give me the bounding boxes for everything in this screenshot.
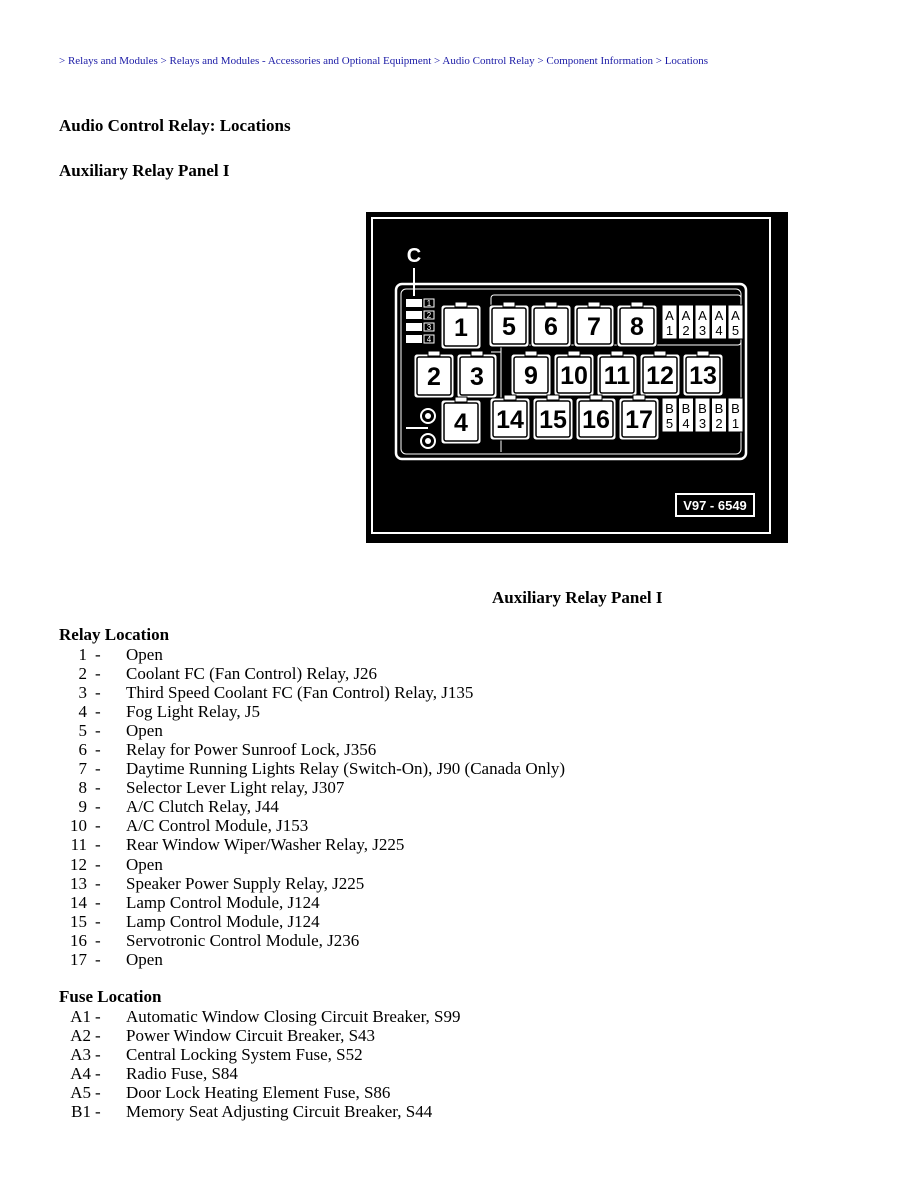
list-item	[59, 855, 169, 874]
separator-dash: -	[95, 816, 101, 836]
relay-slot-label: 12	[646, 362, 674, 390]
relay-slot-label: 15	[539, 406, 567, 434]
relay-slot-tab	[633, 395, 645, 400]
relay_location-number: 10	[70, 816, 87, 836]
separator-dash: -	[95, 702, 101, 722]
relay-slot-label: 17	[625, 406, 653, 434]
relay-slot-label: 13	[689, 362, 717, 390]
list-item	[59, 873, 365, 893]
separator-dash: -	[95, 1083, 101, 1103]
fuse-location-title: Fuse Location	[59, 987, 162, 1006]
relay-slot-label: 1	[454, 314, 468, 342]
separator-dash: -	[95, 873, 101, 893]
relay-slot-label: 10	[560, 362, 588, 390]
separator-dash: -	[95, 1102, 101, 1122]
fuse-slot-number: 1	[665, 323, 674, 338]
relay_location-description: Daytime Running Lights Relay (Switch-On), J90 (Canada Only)	[126, 759, 566, 779]
list-item	[59, 835, 405, 855]
relay-panel-diagram	[366, 212, 788, 543]
relay_location-description: Selector Lever Light relay, J307	[126, 778, 345, 798]
list-item	[59, 702, 260, 722]
relay_location-number: 11	[70, 835, 87, 855]
relay-slot-tab	[545, 302, 557, 307]
relay-slot-label: 9	[524, 362, 538, 390]
relay-slot-label: 14	[496, 406, 524, 434]
fuse_location-number: A2	[70, 1026, 91, 1046]
fuse_location-description: Automatic Window Closing Circuit Breaker, S99	[126, 1007, 461, 1026]
connector-pin-label: 2	[426, 311, 432, 320]
list-item	[59, 816, 309, 836]
fuse-slot-letter: B	[665, 401, 674, 416]
list-item	[59, 1007, 461, 1026]
relay-slot-label: 2	[427, 363, 441, 391]
relay_location-description: Third Speed Coolant FC (Fan Control) Relay, J135	[126, 683, 474, 703]
relay-slot-tab	[590, 395, 602, 400]
fuse-slot-number: 4	[682, 416, 690, 431]
fuse-slot-letter: A	[698, 308, 707, 323]
breadcrumb-link-audio-control-relay[interactable]: > Audio Control Relay	[431, 55, 535, 67]
connector-pin	[406, 311, 422, 319]
list-item	[59, 683, 474, 703]
separator-dash: -	[95, 721, 101, 741]
relay-slot-label: 16	[582, 406, 610, 434]
connector-pin	[406, 323, 422, 331]
connector-label: C	[406, 245, 422, 267]
separator-dash: -	[95, 892, 101, 912]
relay-slot-tab	[503, 302, 515, 307]
relay-slot-label: 8	[630, 313, 644, 341]
connector-pin	[406, 335, 422, 343]
list-item	[59, 1083, 391, 1103]
relay_location-number: 9	[78, 797, 87, 817]
separator-dash: -	[95, 797, 101, 817]
fuse-slot-letter: B	[681, 401, 691, 416]
list-item	[59, 950, 169, 969]
list-item	[59, 797, 279, 817]
relay-slot-tab	[631, 302, 643, 307]
fuse_location-description: Memory Seat Adjusting Circuit Breaker, S44	[126, 1102, 433, 1122]
relay_location-description: Open	[126, 721, 163, 741]
fuse_location-description: Central Locking System Fuse, S52	[126, 1045, 363, 1065]
relay_location-number: 14	[70, 892, 87, 912]
separator-dash: -	[95, 759, 101, 779]
relay-slot-tab	[588, 302, 600, 307]
fuse-slot-letter: B	[714, 401, 724, 416]
relay_location-description: Fog Light Relay, J5	[126, 702, 260, 722]
fuse_location-number: A1	[70, 1007, 91, 1026]
fuse_location-description: Radio Fuse, S84	[126, 1064, 238, 1084]
fuse_location-number: A5	[70, 1083, 91, 1103]
list-item	[59, 664, 378, 684]
relay_location-number: 12	[70, 854, 87, 874]
list-item	[59, 1064, 238, 1084]
relay_location-number: 13	[70, 873, 87, 893]
separator-dash: -	[95, 949, 101, 969]
breadcrumb	[59, 55, 708, 67]
relay-location-title: Relay Location	[59, 625, 170, 644]
relay-slot-tab	[525, 351, 537, 356]
relay_location-description: Coolant FC (Fan Control) Relay, J26	[126, 664, 378, 684]
relay_location-description: Rear Window Wiper/Washer Relay, J225	[126, 835, 405, 855]
figure-code-label: V97 - 6549	[683, 498, 747, 513]
connector-pin-label: 1	[426, 299, 432, 308]
fuse-location-section	[59, 987, 461, 1122]
separator-dash: -	[95, 854, 101, 874]
section-heading: Auxiliary Relay Panel I	[59, 161, 230, 180]
relay-slot-label: 6	[544, 313, 558, 341]
relay_location-description: Open	[126, 854, 163, 874]
fuse-slot-number: 2	[682, 323, 690, 338]
relay_location-number: 5	[78, 721, 87, 741]
fuse-slot-letter: A	[681, 308, 691, 323]
figure-caption: Auxiliary Relay Panel I	[492, 588, 663, 607]
connector-pin-label: 3	[426, 323, 432, 332]
separator-dash: -	[95, 683, 101, 703]
fuse-slot-number: 5	[731, 323, 740, 338]
list-item	[59, 911, 320, 931]
relay_location-number: 2	[78, 664, 87, 684]
list-item	[59, 645, 169, 664]
relay_location-number: 7	[78, 759, 87, 779]
relay_location-number: 16	[70, 930, 87, 950]
relay-slot-label: 11	[603, 362, 631, 390]
list-item	[59, 892, 320, 912]
fuse_location-number: A4	[70, 1064, 91, 1084]
relay-slot-tab	[471, 351, 483, 356]
fuse-slot-number: 1	[731, 416, 740, 431]
relay-slot-label: 3	[470, 363, 484, 391]
relay-location-section	[59, 625, 566, 969]
breadcrumb-link-component-information[interactable]: > Component Information	[534, 55, 653, 67]
separator-dash: -	[95, 1045, 101, 1065]
fuse-location-list	[59, 1007, 461, 1122]
connector-pin	[406, 299, 422, 307]
separator-dash: -	[95, 1007, 101, 1026]
relay_location-description: Open	[126, 949, 163, 969]
fuse-slot-number: 2	[715, 416, 723, 431]
relay-slot-tab	[428, 351, 440, 356]
relay_location-number: 17	[70, 949, 87, 969]
breadcrumb-link-locations[interactable]: > Locations	[653, 55, 709, 67]
fuse-slot-letter: A	[665, 308, 674, 323]
relay-slot-label: 5	[502, 313, 516, 341]
breadcrumb-link-accessories[interactable]: > Relays and Modules - Accessories and Optional Equipment	[157, 55, 432, 67]
fuse-slot-letter: B	[698, 401, 707, 416]
relay_location-number: 6	[78, 740, 87, 760]
list-item	[59, 721, 169, 740]
list-item	[59, 1045, 363, 1065]
fuse-slot-number: 4	[715, 323, 723, 338]
page-title: Audio Control Relay: Locations	[59, 116, 291, 135]
relay-slot-tab	[455, 302, 467, 307]
list-item	[59, 930, 360, 950]
relay_location-description: A/C Clutch Relay, J44	[126, 797, 279, 817]
relay_location-description: Speaker Power Supply Relay, J225	[126, 873, 365, 893]
breadcrumb-link-relays-and-modules[interactable]: > Relays and Modules	[59, 55, 158, 67]
separator-dash: -	[95, 930, 101, 950]
separator-dash: -	[95, 1026, 101, 1046]
relay-slot-tab	[611, 351, 623, 356]
relay-slot-label: 7	[587, 313, 601, 341]
relay_location-description: A/C Control Module, J153	[126, 816, 309, 836]
relay-panel-svg	[366, 212, 788, 543]
relay-slot-tab	[455, 397, 467, 402]
connector-pin-label: 4	[426, 335, 432, 344]
relay_location-description: Open	[126, 645, 163, 664]
relay_location-number: 1	[78, 645, 87, 664]
fuse-slot-letter: A	[731, 308, 740, 323]
relay_location-number: 3	[78, 683, 87, 703]
separator-dash: -	[95, 778, 101, 798]
fuse-slot-letter: B	[731, 401, 740, 416]
relay_location-description: Servotronic Control Module, J236	[126, 930, 360, 950]
relay-slot-tab	[697, 351, 709, 356]
relay-slot-tab	[654, 351, 666, 356]
list-item	[59, 759, 566, 779]
list-item	[59, 740, 377, 760]
separator-dash: -	[95, 645, 101, 664]
relay_location-description: Lamp Control Module, J124	[126, 892, 320, 912]
fuse_location-number: A3	[70, 1045, 91, 1065]
fuse_location-description: Door Lock Heating Element Fuse, S86	[126, 1083, 391, 1103]
relay-slot-tab	[504, 395, 516, 400]
separator-dash: -	[95, 911, 101, 931]
fuse_location-number: B1	[71, 1102, 91, 1122]
relay_location-number: 4	[78, 702, 87, 722]
list-item	[59, 1026, 376, 1046]
list-item	[59, 778, 345, 798]
fuse-slot-letter: A	[714, 308, 724, 323]
relay_location-number: 15	[70, 911, 87, 931]
relay-slot-tab	[568, 351, 580, 356]
separator-dash: -	[95, 835, 101, 855]
relay_location-number: 8	[78, 778, 87, 798]
separator-dash: -	[95, 740, 101, 760]
fuse-slot-number: 3	[698, 323, 707, 338]
fuse_location-description: Power Window Circuit Breaker, S43	[126, 1026, 376, 1046]
list-item	[59, 1102, 433, 1122]
relay_location-description: Relay for Power Sunroof Lock, J356	[126, 740, 377, 760]
fuse-slot-number: 3	[698, 416, 707, 431]
relay-location-list	[59, 645, 566, 969]
relay-slot-label: 4	[454, 409, 468, 437]
separator-dash: -	[95, 664, 101, 684]
fuse-slot-number: 5	[665, 416, 674, 431]
relay-slot-tab	[547, 395, 559, 400]
relay_location-description: Lamp Control Module, J124	[126, 911, 320, 931]
separator-dash: -	[95, 1064, 101, 1084]
